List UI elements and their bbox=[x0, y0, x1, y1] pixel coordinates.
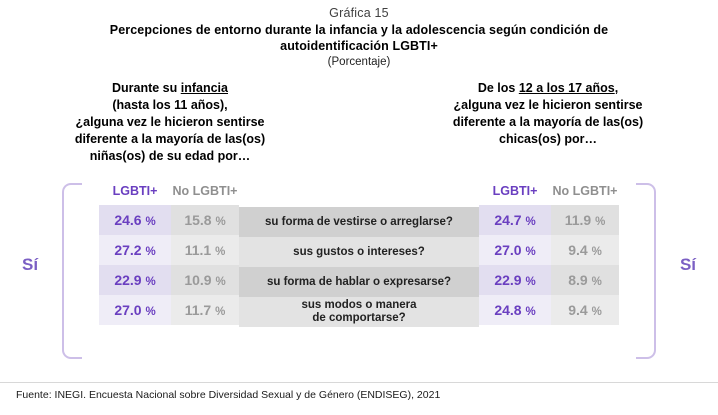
chart-area bbox=[0, 177, 718, 369]
value-text: 22.9 bbox=[494, 272, 522, 288]
left-lgbti-value-3 bbox=[99, 265, 171, 295]
unit-text: % bbox=[525, 306, 536, 318]
unit-text: % bbox=[591, 306, 602, 318]
table-row bbox=[479, 205, 619, 235]
unit-text: % bbox=[591, 246, 602, 258]
right-lgbti-value-3 bbox=[479, 265, 551, 295]
value-text: 24.6 bbox=[114, 212, 142, 228]
right-no-lgbti-value-1 bbox=[551, 205, 619, 235]
category-label-4 bbox=[239, 297, 479, 327]
value-text: 27.0 bbox=[114, 302, 142, 318]
left-question-header bbox=[24, 80, 316, 165]
unit-text: % bbox=[145, 216, 156, 228]
right-header-line3: diferente a la mayoría de las(os) bbox=[452, 115, 644, 129]
bracket-left bbox=[62, 183, 82, 359]
right-lgbti-value-1 bbox=[479, 205, 551, 235]
left-no-lgbti-value-1 bbox=[171, 205, 239, 235]
table-row bbox=[99, 235, 239, 265]
table-row bbox=[99, 265, 239, 295]
value-text: 27.2 bbox=[114, 242, 142, 258]
chart-title-line2: autoidentificación LGBTI+ bbox=[280, 39, 438, 53]
table-row bbox=[99, 295, 239, 325]
left-lgbti-value-1 bbox=[99, 205, 171, 235]
category-label-2: sus gustos o intereses? bbox=[239, 237, 479, 267]
left-header-line3: ¿alguna vez le hicieron sentirse bbox=[75, 115, 265, 129]
unit-text: % bbox=[525, 246, 536, 258]
table-row bbox=[239, 267, 479, 297]
right-no-lgbti-value-4 bbox=[551, 295, 619, 325]
left-header-line5: niñas(os) de su edad por… bbox=[89, 149, 251, 163]
unit-text: % bbox=[215, 216, 226, 228]
value-text: 15.8 bbox=[184, 212, 212, 228]
left-no-lgbti-value-4 bbox=[171, 295, 239, 325]
bracket-label-left: Sí bbox=[22, 255, 39, 274]
value-text: 11.1 bbox=[184, 242, 212, 258]
left-col-header-lgbti: LGBTI+ bbox=[112, 183, 158, 198]
left-header-line2: (hasta los 11 años), bbox=[112, 98, 228, 112]
left-col-header-no-lgbti: No LGBTI+ bbox=[172, 183, 238, 198]
value-text: 9.4 bbox=[568, 302, 588, 318]
table-row bbox=[239, 297, 479, 327]
category-label-1: su forma de vestirse o arreglarse? bbox=[239, 207, 479, 237]
unit-text: % bbox=[595, 216, 606, 228]
table-row bbox=[99, 205, 239, 235]
value-text: 24.7 bbox=[494, 212, 522, 228]
value-text: 24.8 bbox=[494, 302, 522, 318]
table-row bbox=[479, 265, 619, 295]
right-lgbti-value-2 bbox=[479, 235, 551, 265]
right-table-header-row bbox=[479, 177, 619, 205]
table-row bbox=[239, 207, 479, 237]
right-header-line1c: , bbox=[614, 81, 619, 95]
value-text: 27.0 bbox=[494, 242, 522, 258]
unit-text: % bbox=[215, 276, 226, 288]
unit-text: % bbox=[591, 276, 602, 288]
right-header-line1b: 12 a los 17 años bbox=[518, 81, 615, 95]
category-label-4-line2: de comportarse? bbox=[312, 312, 406, 324]
left-data-table bbox=[99, 177, 239, 325]
footer-divider bbox=[0, 382, 718, 383]
left-header-line1b: infancia bbox=[180, 81, 228, 95]
right-header-line4: chicas(os) por… bbox=[499, 132, 597, 146]
value-text: 11.9 bbox=[564, 212, 592, 228]
unit-text: % bbox=[525, 216, 536, 228]
right-question-header bbox=[402, 80, 694, 165]
left-table-header-row bbox=[99, 177, 239, 205]
left-header-line4: diferente a la mayoría de las(os) bbox=[74, 132, 266, 146]
chart-title-line1: Percepciones de entorno durante la infancia y la adolescencia según condición de bbox=[109, 23, 609, 37]
right-no-lgbti-value-2 bbox=[551, 235, 619, 265]
right-header-line1a: De los bbox=[477, 81, 519, 95]
chart-title bbox=[0, 20, 718, 54]
value-text: 11.7 bbox=[184, 302, 212, 318]
left-lgbti-value-2 bbox=[99, 235, 171, 265]
right-no-lgbti-value-3 bbox=[551, 265, 619, 295]
figure-number: Gráfica 15 bbox=[329, 6, 389, 20]
data-tables bbox=[0, 177, 718, 327]
unit-text: % bbox=[145, 306, 156, 318]
value-text: 22.9 bbox=[114, 272, 142, 288]
right-col-header-no-lgbti: No LGBTI+ bbox=[552, 183, 618, 198]
right-lgbti-value-4 bbox=[479, 295, 551, 325]
unit-text: % bbox=[215, 306, 226, 318]
value-text: 9.4 bbox=[568, 242, 588, 258]
source-note: Fuente: INEGI. Encuesta Nacional sobre Diversidad Sexual y de Género (ENDISEG), 2021 bbox=[16, 389, 441, 401]
right-col-header-lgbti: LGBTI+ bbox=[492, 183, 538, 198]
left-header-line1a: Durante su bbox=[111, 81, 181, 95]
unit-text: % bbox=[215, 246, 226, 258]
category-labels-table bbox=[239, 177, 479, 327]
unit-text: % bbox=[525, 276, 536, 288]
chart-subtitle: (Porcentaje) bbox=[327, 56, 391, 68]
value-text: 8.9 bbox=[568, 272, 588, 288]
table-row bbox=[239, 237, 479, 267]
left-no-lgbti-value-3 bbox=[171, 265, 239, 295]
table-row bbox=[479, 295, 619, 325]
right-header-line2: ¿alguna vez le hicieron sentirse bbox=[453, 98, 643, 112]
unit-text: % bbox=[145, 276, 156, 288]
question-headers bbox=[0, 80, 718, 165]
bracket-right bbox=[636, 183, 656, 359]
table-row bbox=[479, 235, 619, 265]
unit-text: % bbox=[145, 246, 156, 258]
value-text: 10.9 bbox=[184, 272, 212, 288]
left-lgbti-value-4 bbox=[99, 295, 171, 325]
category-label-4-line1: sus modos o manera bbox=[301, 299, 417, 311]
left-no-lgbti-value-2 bbox=[171, 235, 239, 265]
right-data-table bbox=[479, 177, 619, 325]
category-header-row bbox=[239, 177, 479, 207]
bracket-label-right: Sí bbox=[679, 255, 696, 274]
category-label-3: su forma de hablar o expresarse? bbox=[239, 267, 479, 297]
category-header-spacer bbox=[239, 177, 479, 207]
